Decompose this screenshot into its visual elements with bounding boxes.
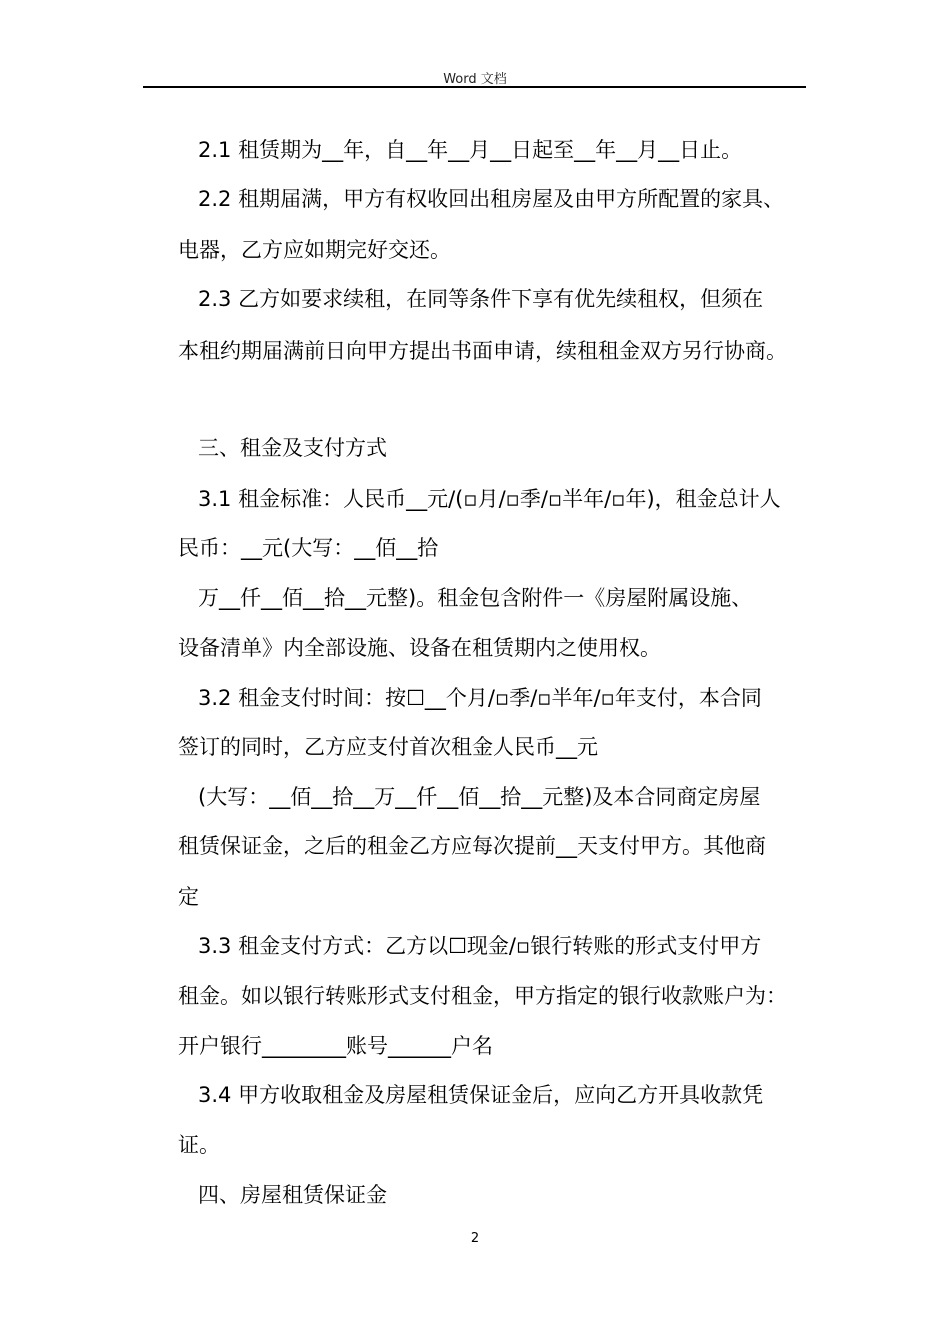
text-line: 证。 bbox=[178, 1133, 220, 1157]
text-line: 2.2 租期届满，甲方有权收回出租房屋及由甲方所配置的家具、 bbox=[198, 187, 785, 211]
text-line: (大写：__佰__拾__万__仟__佰__拾__元整)及本合同商定房屋 bbox=[198, 785, 761, 809]
text-line: 设备清单》内全部设施、设备在租赁期内之使用权。 bbox=[178, 636, 661, 660]
text-line: 2.1 租赁期为__年，自__年__月__日起至__年__月__日止。 bbox=[198, 138, 743, 162]
text-line: 万__仟__佰__拾__元整)。租金包含附件一《房屋附属设施、 bbox=[198, 586, 753, 610]
text-line: 租金。如以银行转账形式支付租金，甲方指定的银行收款账户为： bbox=[178, 984, 787, 1008]
text-line: 开户银行________账号______户名 bbox=[178, 1034, 493, 1058]
text-line: 本租约期届满前日向甲方提出书面申请，续租租金双方另行协商。 bbox=[178, 339, 787, 363]
header-divider bbox=[143, 86, 806, 88]
section-heading: 四、房屋租赁保证金 bbox=[198, 1183, 387, 1207]
text-line: 民币：__元(大写：__佰__拾 bbox=[178, 536, 439, 560]
text-line: 3.1 租金标准：人民币__元/(▫月/▫季/▫半年/▫年)，租金总计人 bbox=[198, 487, 781, 511]
text-line: 3.2 租金支付时间：按☐__个月/▫季/▫半年/▫年支付，本合同 bbox=[198, 686, 762, 710]
section-heading: 三、租金及支付方式 bbox=[198, 436, 387, 460]
text-line: 定 bbox=[178, 885, 199, 909]
text-line: 2.3 乙方如要求续租，在同等条件下享有优先续租权，但须在 bbox=[198, 287, 764, 311]
text-line: 签订的同时，乙方应支付首次租金人民币__元 bbox=[178, 735, 598, 759]
text-line: 租赁保证金，之后的租金乙方应每次提前__天支付甲方。其他商 bbox=[178, 834, 766, 858]
document-header: Word 文档 bbox=[443, 72, 507, 87]
text-line: 电器，乙方应如期完好交还。 bbox=[178, 238, 451, 262]
page-number: 2 bbox=[470, 1231, 480, 1246]
text-line: 3.3 租金支付方式：乙方以☐现金/▫银行转账的形式支付甲方 bbox=[198, 934, 762, 958]
text-line: 3.4 甲方收取租金及房屋租赁保证金后，应向乙方开具收款凭 bbox=[198, 1083, 764, 1107]
